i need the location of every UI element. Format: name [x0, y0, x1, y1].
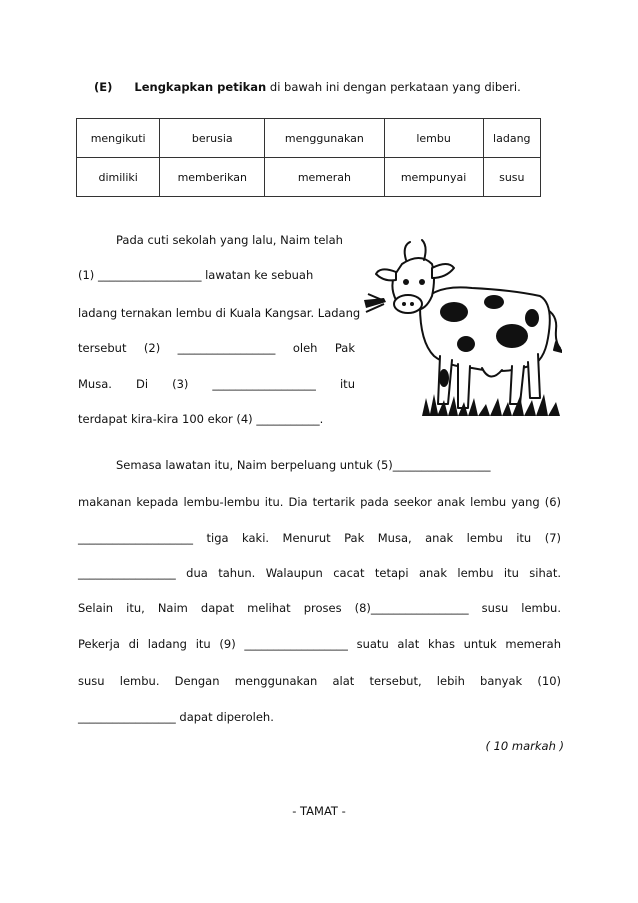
marks-label: ( 10 markah ): [485, 739, 564, 753]
cow-icon: [362, 238, 562, 418]
passage-line: _________________ dua tahun. Walaupun cacat tetapi anak lembu itu sihat.: [78, 566, 561, 580]
section-label: (E): [94, 80, 113, 94]
word-cell: lembu: [384, 119, 483, 158]
passage-line: Semasa lawatan itu, Naim berpeluang untuk (5)_________________: [116, 458, 491, 472]
passage-line: makanan kepada lembu-lembu itu. Dia tertarik pada seekor anak lembu yang (6): [78, 495, 561, 509]
table-row: [77, 119, 541, 158]
word-cell: ladang: [483, 119, 540, 158]
passage-line: terdapat kira-kira 100 ekor (4) ___________.: [78, 412, 324, 426]
instruction-text: di bawah ini dengan perkataan yang diberi.: [266, 80, 521, 94]
passage-line: ____________________ tiga kaki. Menurut Pak Musa, anak lembu itu (7): [78, 531, 561, 545]
end-label: - TAMAT -: [292, 804, 346, 818]
passage-line: Pada cuti sekolah yang lalu, Naim telah: [116, 233, 343, 247]
word-cell: dimiliki: [77, 158, 160, 197]
passage-line: _________________ dapat diperoleh.: [78, 710, 274, 724]
word-cell: memerah: [265, 158, 384, 197]
instruction-bold: Lengkapkan petikan: [134, 80, 267, 94]
word-cell: susu: [483, 158, 540, 197]
passage-line: ladang ternakan lembu di Kuala Kangsar. Ladang: [78, 306, 361, 320]
section-heading: [94, 80, 521, 94]
word-cell: berusia: [160, 119, 265, 158]
passage-line: Selain itu, Naim dapat melihat proses (8)_________________ susu lembu.: [78, 601, 561, 615]
word-cell: menggunakan: [265, 119, 384, 158]
passage-line: Musa. Di (3) __________________ itu: [78, 377, 355, 391]
table-row: [77, 158, 541, 197]
word-cell: mempunyai: [384, 158, 483, 197]
word-cell: memberikan: [160, 158, 265, 197]
word-bank-table: [76, 118, 541, 197]
passage-line: susu lembu. Dengan menggunakan alat tersebut, lebih banyak (10): [78, 674, 561, 688]
passage-line: tersebut (2) _________________ oleh Pak: [78, 341, 355, 355]
word-cell: mengikuti: [77, 119, 160, 158]
passage-line: Pekerja di ladang itu (9) __________________ suatu alat khas untuk memerah: [78, 637, 561, 651]
passage-line: (1) __________________ lawatan ke sebuah: [78, 268, 314, 282]
